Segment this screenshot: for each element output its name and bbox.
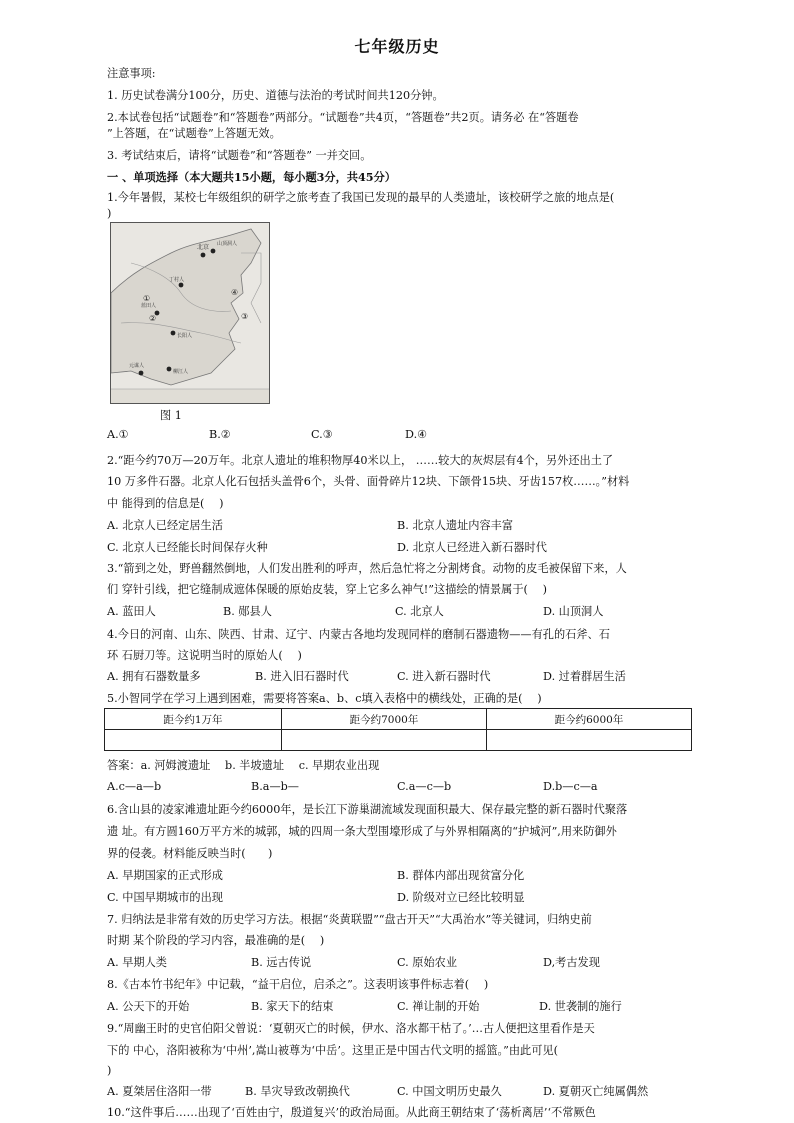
question-6-text: 6.含山县的凌家滩遗址距今约6000年，是长江下游巢湖流域发现面积最大、保存最完整的新石器时代聚落 xyxy=(107,803,628,816)
question-3-option-c[interactable]: C. 北京人 xyxy=(395,605,444,618)
table-answer-blank[interactable] xyxy=(486,730,691,751)
question-3-option-a[interactable]: A. 蓝田人 xyxy=(107,605,156,618)
map-label: 柳江人 xyxy=(173,369,189,375)
question-4-option-b[interactable]: B. 进入旧石器时代 xyxy=(255,670,349,683)
section-heading: 一 、单项选择（本大题共15小题，每小题3分，共45分） xyxy=(107,170,396,184)
map-label: 丁村人 xyxy=(169,277,185,283)
question-1-option-a[interactable]: A.① xyxy=(107,428,129,441)
question-5-option-d[interactable]: D.b—c—a xyxy=(543,780,598,793)
table-answer-blank[interactable] xyxy=(105,730,282,751)
question-2-option-c[interactable]: C. 北京人已经能长时间保存火种 xyxy=(107,541,268,554)
question-2-option-b[interactable]: B. 北京人遗址内容丰富 xyxy=(397,519,514,532)
question-10-text: 10.“这件事后……出现了‘百姓由宁，殷道复兴’的政治局面。从此商王朝结束了‘荡析离居’‘不常厥色 xyxy=(107,1106,596,1119)
question-6-option-d[interactable]: D. 阶级对立已经比较明显 xyxy=(397,891,525,904)
question-5-table xyxy=(104,708,692,751)
question-6-option-c[interactable]: C. 中国早期城市的出现 xyxy=(107,891,223,904)
map-marker-1: ① xyxy=(143,294,151,303)
question-7-text: 时期 某个阶段的学习内容，最准确的是( ) xyxy=(107,934,325,947)
question-2-text: 10 万多件石器。北京人化石包括头盖骨6个，头骨、面骨碎片12块、下颌骨15块、牙齿157枚……。”材料 xyxy=(107,475,630,488)
table-header-cell: 距今约6000年 xyxy=(486,709,691,730)
question-9-option-c[interactable]: C. 中国文明历史最久 xyxy=(397,1085,502,1098)
notice-item: ”上答题，在“试题卷”上答题无效。 xyxy=(107,127,281,140)
question-7-option-a[interactable]: A. 早期人类 xyxy=(107,956,167,969)
question-1-text: 1.今年暑假，某校七年级组织的研学之旅考查了我国已发现的最早的人类遗址，该校研学之旅的地点是( xyxy=(107,191,615,204)
question-4-option-d[interactable]: D. 过着群居生活 xyxy=(543,670,626,683)
question-6-option-a[interactable]: A. 早期国家的正式形成 xyxy=(107,869,223,882)
question-1-map xyxy=(110,222,270,404)
map-marker-4: ④ xyxy=(231,288,239,297)
question-9-option-a[interactable]: A. 夏桀居住洛阳一带 xyxy=(107,1085,212,1098)
table-header-cell: 距今约7000年 xyxy=(281,709,486,730)
question-8-option-b[interactable]: B. 家天下的结束 xyxy=(251,1000,334,1013)
map-label: 蓝田人 xyxy=(141,303,157,309)
question-5-option-b[interactable]: B.a—b— xyxy=(251,780,299,793)
question-7-option-d[interactable]: D,考古发现 xyxy=(543,956,600,969)
question-5-answer-key: 答案：a. 河姆渡遗址 b. 半坡遗址 c. 早期农业出现 xyxy=(107,759,380,772)
question-3-option-d[interactable]: D. 山顶洞人 xyxy=(543,605,604,618)
map-marker-2: ② xyxy=(149,314,157,323)
question-3-text: 3.“箭到之处，野兽翻然倒地，人们发出胜利的呼声，然后急忙将之分割烤食。动物的皮毛被保留下来，人 xyxy=(107,562,627,575)
question-8-option-c[interactable]: C. 禅让制的开始 xyxy=(397,1000,480,1013)
map-label: 元谋人 xyxy=(129,363,145,369)
question-2-option-d[interactable]: D. 北京人已经进入新石器时代 xyxy=(397,541,547,554)
question-5-text: 5.小智同学在学习上遇到困难，需要将答案a、b、c填入表格中的横线处，正确的是( ) xyxy=(107,692,542,705)
notice-item: 1. 历史试卷满分100分，历史、道德与法治的考试时间共120分钟。 xyxy=(107,89,444,102)
question-8-option-a[interactable]: A. 公天下的开始 xyxy=(107,1000,190,1013)
map-label: 长阳人 xyxy=(177,333,193,339)
question-9-text: ) xyxy=(107,1064,112,1077)
question-4-option-a[interactable]: A. 拥有石器数量多 xyxy=(107,670,201,683)
question-5-option-a[interactable]: A.c—a—b xyxy=(107,780,162,793)
question-1-text: ) xyxy=(107,207,112,220)
question-6-option-b[interactable]: B. 群体内部出现贫富分化 xyxy=(397,869,525,882)
question-1-option-c[interactable]: C.③ xyxy=(311,428,333,441)
question-2-text: 中 能得到的信息是( ) xyxy=(107,497,224,510)
question-4-text: 环 石厨刀等。这说明当时的原始人( ) xyxy=(107,649,302,662)
question-4-option-c[interactable]: C. 进入新石器时代 xyxy=(397,670,491,683)
table-header-cell: 距今约1万年 xyxy=(105,709,282,730)
question-7-text: 7. 归纳法是非常有效的历史学习方法。根据“炎黄联盟”“盘古开天”“大禹治水”等关键词，归纳史前 xyxy=(107,913,592,926)
question-6-text: 遗 址。有方圆160万平方米的城郭，城的四周一条大型围壕形成了与外界相隔离的“护城河”,用来防御外 xyxy=(107,825,617,838)
notice-item: 3. 考试结束后，请将“试题卷”和“答题卷” 一并交回。 xyxy=(107,149,372,162)
question-2-option-a[interactable]: A. 北京人已经定居生活 xyxy=(107,519,223,532)
question-9-option-b[interactable]: B. 旱灾导致改朝换代 xyxy=(245,1085,350,1098)
question-2-text: 2.“距今约70万—20万年。北京人遗址的堆积物厚40米以上， ……较大的灰烬层有4个，另外还出土了 xyxy=(107,454,614,467)
table-answer-blank[interactable] xyxy=(281,730,486,751)
question-4-text: 4.今日的河南、山东、陕西、甘肃、辽宁、内蒙古各地均发现同样的磨制石器遗物——有孔的石斧、石 xyxy=(107,628,610,641)
question-3-text: 们 穿针引线，把它缝制成遮体保暖的原始皮装，穿上它多么神气!”这描绘的情景属于( ) xyxy=(107,583,547,596)
question-7-option-b[interactable]: B. 远古传说 xyxy=(251,956,312,969)
question-7-option-c[interactable]: C. 原始农业 xyxy=(397,956,458,969)
question-5-option-c[interactable]: C.a—c—b xyxy=(397,780,452,793)
notice-heading: 注意事项: xyxy=(107,67,156,80)
map-marker-3: ③ xyxy=(241,312,249,321)
figure-caption: 图 1 xyxy=(160,409,182,422)
question-9-text: 下的 中心，洛阳被称为‘中州’,嵩山被尊为‘中岳’。这里正是中国古代文明的摇篮。”由此可见( xyxy=(107,1044,558,1057)
china-map-figure xyxy=(111,223,269,403)
question-3-option-b[interactable]: B. 郧县人 xyxy=(223,605,272,618)
question-9-option-d[interactable]: D. 夏朝灭亡纯属偶然 xyxy=(543,1085,649,1098)
notice-item: 2.本试卷包括“试题卷”和“答题卷”两部分。“试题卷”共4页，“答题卷”共2页。请务必 在“答题卷 xyxy=(107,111,579,124)
question-6-text: 界的侵袭。材料能反映当时( ) xyxy=(107,847,273,860)
map-label: 北京 xyxy=(197,244,210,251)
question-1-option-d[interactable]: D.④ xyxy=(405,428,428,441)
map-label: 山顶洞人 xyxy=(217,241,238,247)
question-8-text: 8.《古本竹书纪年》中记载，“益干启位，启杀之”。这表明该事件标志着( ) xyxy=(107,978,489,991)
question-9-text: 9.“周幽王时的史官伯阳父曾说：‘夏朝灭亡的时候，伊水、洛水都干枯了。’…古人便把这里看作是天 xyxy=(107,1022,595,1035)
question-8-option-d[interactable]: D. 世袭制的施行 xyxy=(539,1000,622,1013)
page-title: 七年级历史 xyxy=(354,37,440,56)
question-1-option-b[interactable]: B.② xyxy=(209,428,231,441)
